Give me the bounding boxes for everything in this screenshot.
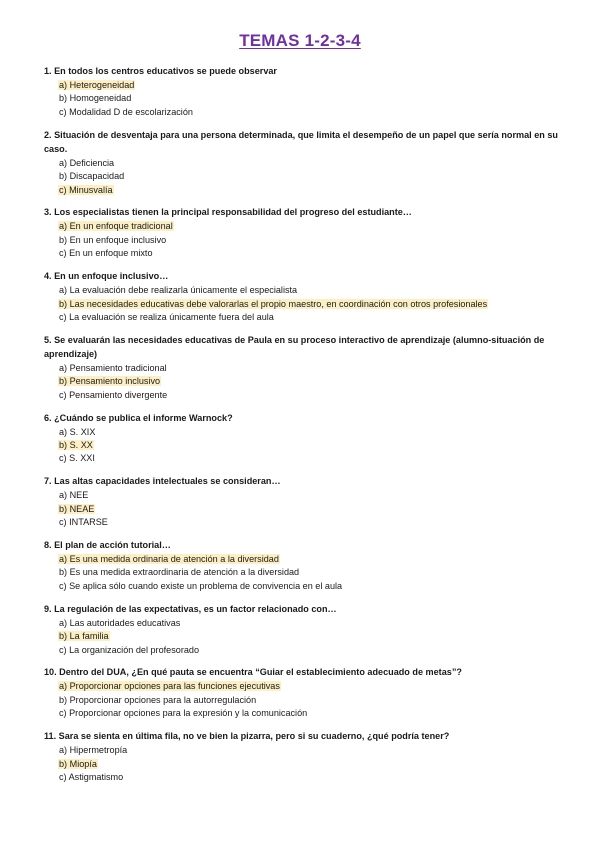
question-text: 10. Dentro del DUA, ¿En qué pauta se encuentra “Guiar el establecimiento adecuado de metas”? [44, 667, 462, 678]
answer-option-label: c) La evaluación se realiza únicamente fuera del aula [59, 311, 274, 322]
answer-option [58, 247, 564, 260]
question-text: 4. En un enfoque inclusivo… [44, 271, 169, 282]
answer-option-label: a) Proporcionar opciones para las funciones ejecutivas [59, 681, 280, 692]
question-text: 8. El plan de acción tutorial… [44, 540, 171, 551]
answer-option [58, 234, 564, 247]
answer-option-label: c) Se aplica sólo cuando existe un problema de convivencia en el aula [59, 580, 343, 591]
answer-option [58, 311, 564, 324]
answer-option-label: b) La familia [59, 631, 109, 642]
answer-option [58, 389, 564, 402]
answer-option [58, 566, 564, 579]
answer-option [58, 644, 564, 657]
option-list [58, 553, 564, 593]
question-text: 9. La regulación de las expectativas, es un factor relacionado con… [44, 603, 337, 614]
question-text: 7. Las altas capacidades intelectuales se consideran… [44, 476, 281, 487]
answer-option-label: b) Miopía [59, 758, 97, 769]
question-4 [44, 269, 564, 324]
question-text: 1. En todos los centros educativos se puede observar [44, 66, 277, 76]
answer-option-label: a) Las autoridades educativas [59, 617, 181, 628]
answer-option-highlighted [58, 375, 564, 388]
question-6 [44, 411, 564, 466]
option-list [58, 157, 564, 197]
answer-option-label: b) NEAE [59, 503, 95, 514]
answer-option-label: b) Es una medida extraordinaria de atención a la diversidad [59, 567, 300, 578]
option-list [58, 426, 564, 466]
option-list [58, 284, 564, 324]
question-5 [44, 333, 564, 402]
option-list [58, 680, 564, 720]
answer-option-highlighted [58, 184, 564, 197]
answer-option [58, 771, 564, 784]
option-list [58, 489, 564, 529]
question-text: 6. ¿Cuándo se publica el informe Warnock? [44, 412, 233, 423]
answer-option-highlighted [58, 220, 564, 233]
option-list [58, 744, 564, 784]
option-list [58, 79, 564, 119]
answer-option [58, 489, 564, 502]
answer-option-highlighted [58, 439, 564, 452]
answer-option-highlighted [58, 553, 564, 566]
answer-option-label: c) Minusvalía [59, 184, 113, 195]
answer-option [58, 106, 564, 119]
answer-option [58, 516, 564, 529]
answer-option-label: c) La organización del profesorado [59, 644, 200, 655]
answer-option-label: c) INTARSE [59, 517, 108, 528]
answer-option [58, 452, 564, 465]
question-list [44, 64, 564, 793]
answer-option-label: b) Proporcionar opciones para la autorregulación [59, 694, 257, 705]
question-text: 2. Situación de desventaja para una persona determinada, que limita el desempeño de un papel que sería normal en su caso. [44, 129, 558, 154]
question-text: 5. Se evaluarán las necesidades educativas de Paula en su proceso interactivo de aprendizaje (alumno-situación de aprendizaje) [44, 334, 545, 359]
answer-option [58, 694, 564, 707]
option-list [58, 362, 564, 402]
question-text: 3. Los especialistas tienen la principal responsabilidad del progreso del estudiante… [44, 207, 412, 218]
answer-option-label: a) Pensamiento tradicional [59, 362, 167, 373]
answer-option-highlighted [58, 630, 564, 643]
answer-option-label: c) Pensamiento divergente [59, 389, 168, 400]
question-7 [44, 474, 564, 529]
page-title: TEMAS 1-2-3-4 [239, 31, 361, 50]
answer-option-label: b) S. XX [59, 440, 93, 450]
question-11 [44, 729, 564, 784]
answer-option-label: a) NEE [59, 490, 89, 501]
answer-option-label: a) La evaluación debe realizarla únicamente el especialista [59, 285, 298, 296]
answer-option-highlighted [58, 79, 564, 92]
question-9 [44, 602, 564, 657]
answer-option-highlighted [58, 503, 564, 516]
answer-option [58, 362, 564, 375]
answer-option-label: b) Las necesidades educativas debe valorarlas el propio maestro, en coordinación con otros profesionales [59, 298, 488, 309]
answer-option-label: c) Proporcionar opciones para la expresión y la comunicación [59, 708, 308, 719]
answer-option-label: a) Heterogeneidad [59, 80, 135, 90]
answer-option [58, 617, 564, 630]
question-10 [44, 665, 564, 720]
answer-option-label: c) En un enfoque mixto [59, 248, 153, 259]
answer-option [58, 157, 564, 170]
answer-option-highlighted [58, 298, 564, 311]
answer-option-label: b) Pensamiento inclusivo [59, 376, 161, 387]
answer-option-label: a) Hipermetropía [59, 745, 128, 756]
answer-option [58, 580, 564, 593]
question-text: 11. Sara se sienta en última fila, no ve bien la pizarra, pero si su cuaderno, ¿qué podría tener? [44, 731, 450, 742]
answer-option-label: c) S. XXI [59, 453, 95, 464]
question-2 [44, 128, 564, 197]
answer-option [58, 92, 564, 105]
option-list [58, 617, 564, 657]
answer-option [58, 170, 564, 183]
answer-option-label: a) Es una medida ordinaria de atención a la diversidad [59, 554, 279, 565]
option-list [58, 220, 564, 260]
answer-option [58, 744, 564, 757]
answer-option-label: a) S. XIX [59, 426, 96, 437]
answer-option-highlighted [58, 680, 564, 693]
answer-option-label: c) Astigmatismo [59, 772, 124, 782]
question-1 [44, 64, 564, 119]
answer-option-label: a) En un enfoque tradicional [59, 221, 173, 232]
answer-option [58, 284, 564, 297]
answer-option-label: b) Homogeneidad [59, 93, 132, 104]
answer-option [58, 426, 564, 439]
answer-option-label: b) Discapacidad [59, 171, 125, 182]
answer-option-highlighted [58, 758, 564, 771]
answer-option-label: a) Deficiencia [59, 157, 115, 168]
question-8 [44, 538, 564, 593]
answer-option-label: b) En un enfoque inclusivo [59, 234, 167, 245]
answer-option [58, 707, 564, 720]
question-3 [44, 205, 564, 260]
answer-option-label: c) Modalidad D de escolarización [59, 106, 193, 117]
